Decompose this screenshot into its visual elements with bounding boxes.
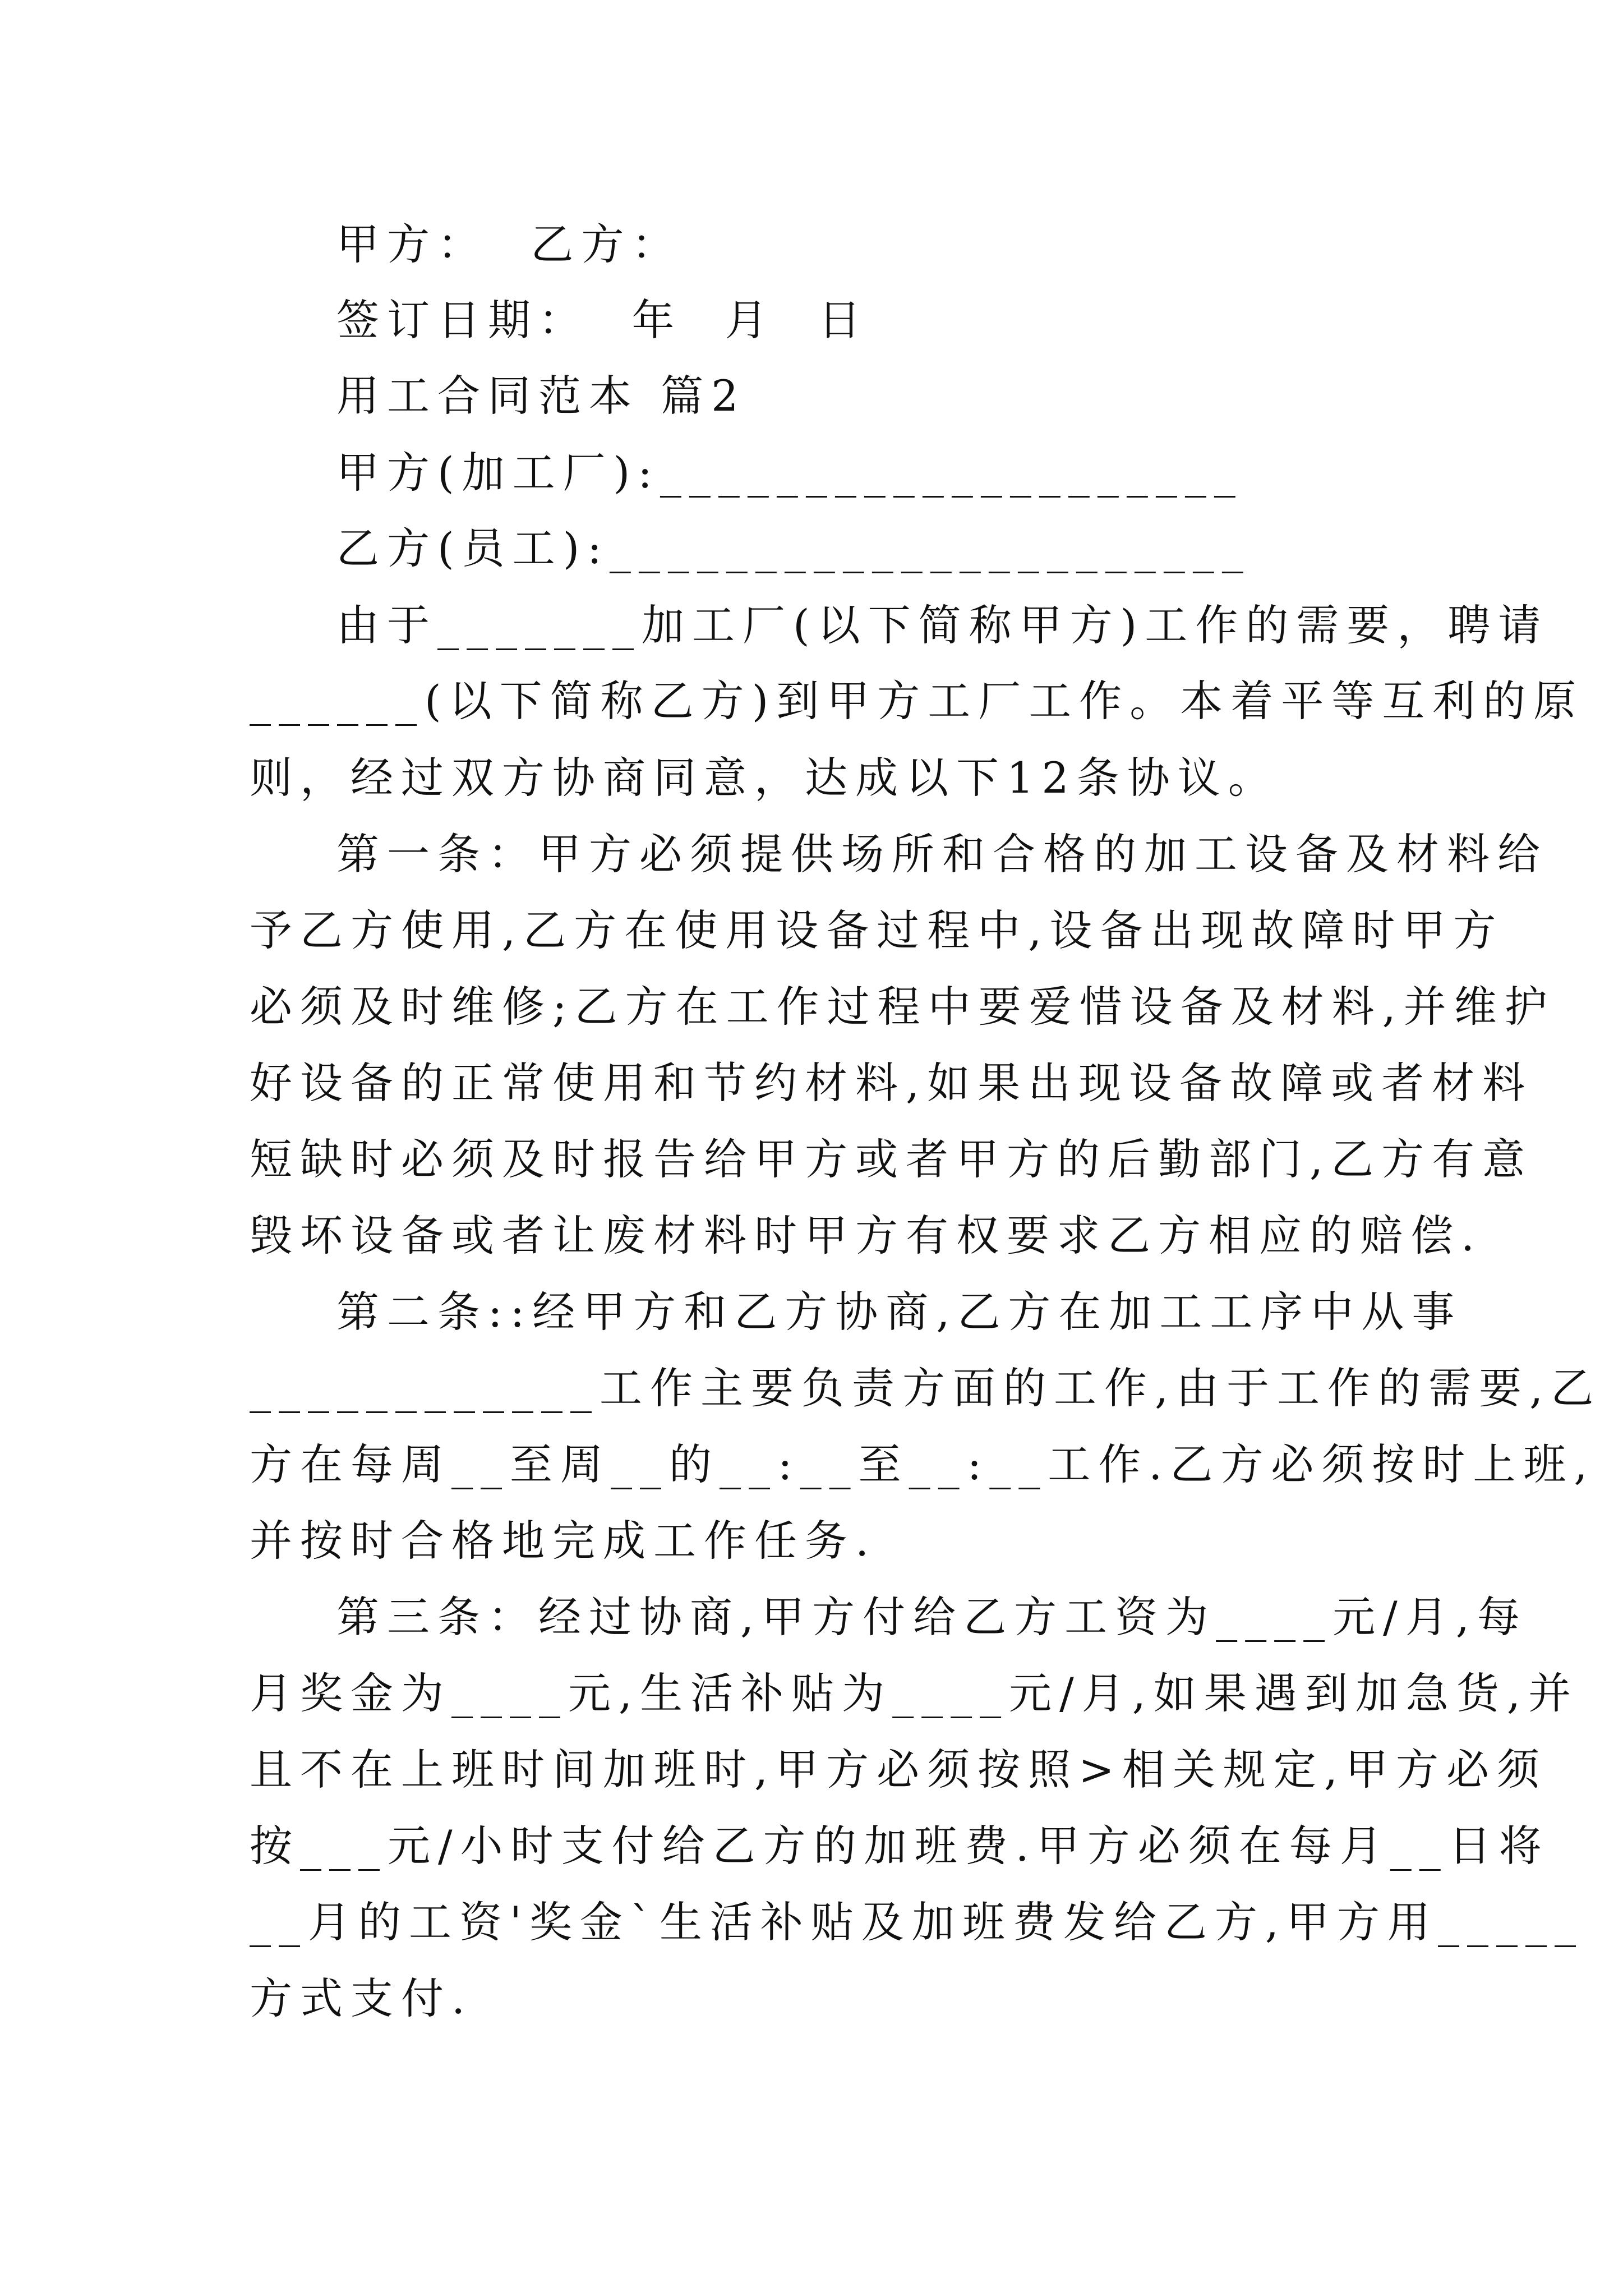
party-b-line: 乙方(员工):______________________ — [336, 523, 1251, 573]
article-1-line: 第一条：甲方必须提供场所和合格的加工设备及材料给 — [336, 829, 1548, 879]
intro-paragraph-line: 则，经过双方协商同意，达成以下12条协议。 — [250, 753, 1279, 803]
article-1-line: 好设备的正常使用和节约材料,如果出现设备故障或者材料 — [250, 1058, 1533, 1108]
article-2-line: 第二条::经甲方和乙方协商,乙方在加工工序中从事 — [336, 1287, 1463, 1337]
article-3-line: 方式支付. — [250, 1973, 473, 2023]
article-2-line: 并按时合格地完成工作任务. — [250, 1516, 877, 1566]
intro-paragraph-line: ______(以下简称乙方)到甲方工厂工作。本着平等互利的原 — [250, 676, 1584, 726]
party-signature-line: 甲方： 乙方： — [336, 219, 683, 269]
article-3-line: 月奖金为____元,生活补贴为____元/月,如果遇到加急货,并 — [250, 1668, 1579, 1718]
signing-date-line: 签订日期： 年 月 日 — [336, 295, 869, 345]
article-2-line: 方在每周__至周__的__:__至__:__工作.乙方必须按时上班, — [250, 1439, 1596, 1489]
article-3-line: __月的工资'奖金`生活补贴及加班费发给乙方,甲方用_____ — [250, 1897, 1584, 1947]
article-1-line: 短缺时必须及时报告给甲方或者甲方的后勤部门,乙方有意 — [250, 1134, 1533, 1184]
article-3-line: 第三条：经过协商,甲方付给乙方工资为____元/月,每 — [336, 1592, 1528, 1642]
section-heading: 用工合同范本 篇2 — [336, 371, 746, 421]
article-1-line: 毁坏设备或者让废材料时甲方有权要求乙方相应的赔偿. — [250, 1211, 1483, 1260]
article-3-line: 按___元/小时支付给乙方的加班费.甲方必须在每月__日将 — [250, 1821, 1550, 1871]
article-1-line: 必须及时维修;乙方在工作过程中要爱惜设备及材料,并维护 — [250, 982, 1555, 1032]
party-a-line: 甲方(加工厂):____________________ — [336, 448, 1243, 498]
article-2-line: ____________工作主要负责方面的工作,由于工作的需要,乙 — [250, 1363, 1602, 1413]
article-3-line: 且不在上班时间加班时,甲方必须按照>相关规定,甲方必须 — [250, 1745, 1547, 1795]
article-1-line: 予乙方使用,乙方在使用设备过程中,设备出现故障时甲方 — [250, 905, 1504, 955]
intro-paragraph-line: 由于_______加工厂(以下简称甲方)工作的需要，聘请 — [336, 600, 1549, 650]
